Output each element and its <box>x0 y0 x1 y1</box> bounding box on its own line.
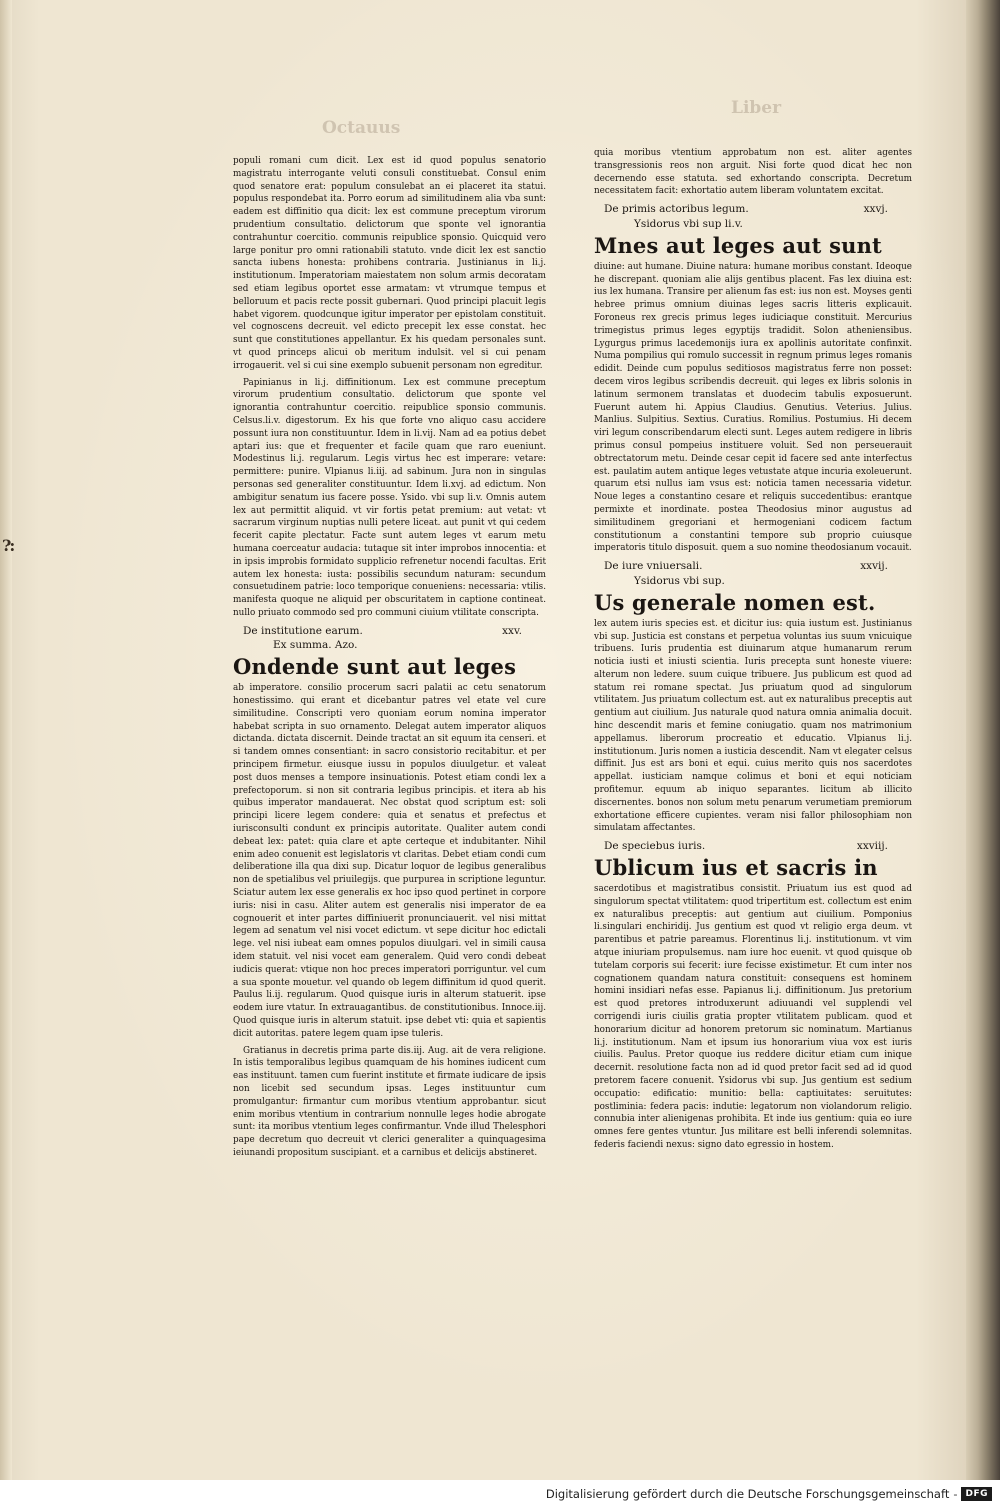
left-source-1: Ex summa. Azo. <box>273 639 358 652</box>
left-rubric-1-title: De institutione earum. <box>243 624 363 637</box>
left-paragraph-2: Papinianus in li.j. diffinitionum. Lex est commune preceptum virorum prudentium consultatio. delictorum que sponte vel ignorantia contrahuntur coercitio. reipublice sponsio communis. Celsus.li.v. digestorum. Ex his que forte vno aliquo casu accidere possunt iura non constituuntur. Idem in li.vij. Nam ad ea potius debet aptari ius: que et frequenter et facile quam que raro eueniunt. Modestinus li.j. regularum. Legis virtus hec est imperare: vetare: permittere: punire. Vlpianus li.iij. ad sabinum. Jura non in singulas personas sed generaliter constituuntur. Idem li.xvj. ad edictum. Non ambigitur senatum ius facere posse. Ysido. vbi sup li.v. Omnis autem lex aut permittit aliquid. vt vir fortis petat premium: aut vetat: vt sacrarum virginum nuptias nulli petere liceat. aut punit vt qui cedem fecerit capite plectatur. Facte sunt autem leges vt earum metu humana coerceatur audacia: tutaque sit inter improbos innocentia: et in ipsis improbis formidato supplicio refrenetur nocendi facultas. Erit autem lex honesta: iusta: possibilis secundum naturam: secundum consuetudinem patrie: loco temporique conueniens: necessaria: vtilis. manifesta quoque ne aliquid per obscuritatem in captione contineat. nullo priuato commodo sed pro communi ciuium vtilitate conscripta. <box>233 377 546 618</box>
left-rubric-1 <box>243 625 546 638</box>
footer-text: Digitalisierung gefördert durch die Deutsche Forschungsgemeinschaft <box>545 1486 950 1501</box>
footer-separator: - <box>953 1486 958 1501</box>
left-section-heading-1: Ondende sunt aut leges <box>233 654 517 680</box>
gutter-mark: ?: <box>2 536 14 555</box>
right-source-2: Ysidorus vbi sup. <box>634 574 725 587</box>
right-rubric-2-title: De iure vniuersali. <box>604 560 703 573</box>
right-paragraph-4: sacerdotibus et magistratibus consistit. Priuatum ius est quod ad singulorum spectat vtilitatem: quod tripertitum est. collectum est enim ex naturalibus preceptis: aut gentium aut ciuilium. Pomponius li.singulari enchiridij. Jus gentium est quod vt religio erga deum. vt parentibus et patrie pareamus. Florentinus li.j. institutionum. vt vim atque iniuriam propulsemus. nam iure hoc euenit. vt quod quisque ob tutelam corporis sui fecerit: iure fecisse existimetur. Et cum inter nos cognationem quandam natura constituit: consequens est hominem homini insidiari nefas esse. Papianus li.j. diffinitionum. Jus pretorium est quod pretores introduxerunt adiuuandi vel supplendi vel corrigendi iuris ciuilis gratia propter vtilitatem publicam. quod et honorarium dicitur ad honorem pretorum sic nominatum. Martianus li.j. institutionum. Nam et ipsum ius honorarium viua vox est iuris ciuilis. Paulus. Pretor quoque ius reddere dicitur etiam cum inique decernit. resolutione facta non ad id quod pretor facit sed ad id quod pretorem facere conuenit. Ysidorus vbi sup. Jus gentium est sedium occupatio: edificatio: munitio: bella: captiuitates: seruitutes: postliminia: federa pacis: indutie: legatorum non violandorum religio. connubia inter alienigenas prohibita. Et inde ius gentium: quia eo iure omnes fere gentes vtuntur. Jus militare est belli inferendi solemnitas. federis faciendi nexus: signo dato egressio in hostem. <box>594 884 912 1150</box>
right-rubric-3-title: De speciebus iuris. <box>604 840 706 853</box>
bleed-through-left-head: Octauus <box>322 118 401 138</box>
left-paragraph-3: ab imperatore. consilio procerum sacri palatii ac cetu senatorum honestissimo. qui erant et dicebantur patres vel etate vel cure similitudine. Conscripti vero quoniam eorum nomina imperator habebat scripta in suo ornamento. Delegat autem imperator aliquos dictanda. dictata discernit. Deinde tractat an sit equum ita censeri. et si tandem omnes consentiant: in sacro consistorio recitabitur. et per principem firmetur. eiusque iussu in populos diuulgetur. et valeat post duos menses a tempore insinuationis. Potest etiam condi lex a prefectoporum. si non sit contraria legibus principis. et itera ab his quibus imperator mandauerat. Nec obstat quod scriptum est: soli principi licere legem condere: quia et senatus et prefectus et iurisconsulti condunt ex principis autoritate. Qualiter autem condi debeat lex: patet: quia clare et apte certeque et indubitanter. Nihil enim adeo conuenit est legislatoris vt claritas. Debet etiam condi cum deliberatione illa qua dixi sup. Dicatur loquor de legibus generalibus non de spetialibus vel priuilegijs. que purpurea in scriptione leguntur. Sciatur autem lex esse generalis ex hoc ipso quod pertinet in corpore iuris: nisi in casu. Aliter autem est generalis nisi imperator de ea cognouerit et inter partes diffiniuerit pronunciauerit. vel nisi mittat legem ad senatum vel nisi vocet edictum. vt sepe dicitur hoc edictali lege. vel nisi iubeat eam omnes populos diuulgari. vel in simili causa idem statuit. vel nisi vocet eam generalem. Quid vero condi debeat iudicis querat: vtique non hoc preces imperatori porriguntur. vel cum a sua sponte mouetur. vel quando ob legem diffinitum id quod querit. Paulus li.ij. regularum. Quod quisque iuris in alterum statuerit. ipse eodem iure vtatur. In extrauagantibus. de constitutionibus. Innoce.iij. Quod quisque iuris in alterum statuit. ipse debet vti: quia et sapientis dicit autoritas. patere legem quam ipse tuleris. <box>233 683 546 1039</box>
right-section-heading-1: Mnes aut leges aut sunt <box>594 232 882 258</box>
bleed-through-right-head: Liber <box>731 98 782 118</box>
right-rubric-1-number: xxvj. <box>863 203 888 216</box>
right-section-heading-2: Us generale nomen est. <box>594 589 876 615</box>
right-paragraph-3: lex autem iuris species est. et dicitur ius: quia iustum est. Justinianus vbi sup. Justicia est constans et perpetua voluntas ius suum vnicuique tribuens. Iuris prudentia est diuinarum atque humanarum rerum noticia iusti et iniusti scientia. Iuris precepta sunt honeste viuere: alterum non ledere. suum cuique tribuere. Jus publicum est quod ad statum rei romane spectat. Jus priuatum quod ad singulorum vtilitatem. Jus priuatum collectum est. aut ex naturalibus preceptis aut gentium aut ciuilium. Jus naturale quod natura omnia animalia docuit. hinc descendit maris et femine coniugatio. quam nos matrimonium appellamus. liberorum procreatio et educatio. Vlpianus li.j. institutionum. Juris nomen a iusticia descendit. Nam vt elegater celsus diffinit. Jus est ars boni et equi. cuius merito quis nos sacerdotes appellat. iusticiam namque colimus et boni et equi noticiam profitemur. equum ab iniquo separantes. licitum ab illicito discernentes. bonos non solum metu penarum verumetiam premiorum exhortatione efficere cupientes. veram nisi fallor philosophiam non simulatam affectantes. <box>594 618 912 834</box>
right-rubric-2 <box>604 560 912 573</box>
right-paragraph-1: quia moribus vtentium approbatum non est. aliter agentes transgressionis reos non arguit. Nisi forte quod dicat hec non decernendo esse statuta. sed exhortando conscripta. Decretum necessitatem facit: exhortatio autem liberam voluntatem excitat. <box>594 148 912 197</box>
right-paragraph-2: diuine: aut humane. Diuine natura: humane moribus constant. Ideoque he discrepant. quoniam alie alijs gentibus placent. Fas lex diuina est: ius lex humana. Transire per alienum fas est: ius non est. Moyses genti hebree primus omnium diuinas leges sacris litteris explicauit. Foroneus rex grecis primus leges iudiciaque constituit. Mercurius trimegistus primus leges egyptijs tradidit. Solon atheniensibus. Lygurgus primus lacedemonijs iura ex apollinis autoritate confinxit. Numa pompilius qui romulo successit in regnum primus leges romanis edidit. Deinde cum populus seditiosos magistratus ferre non posset: decem viros legibus scribendis decreuit. qui leges ex libris solonis in latinum sermonem translatas et duodecim tabulis exposuerunt. Fuerunt autem hi. Appius Claudius. Genutius. Veterius. Julius. Manlius. Sulpitius. Sextius. Curatius. Romilius. Postumius. Hi decem viri legum conscribendarum electi sunt. Leges autem redigere in libris primus consul pompeius instituere voluit. Sed non perseuerauit obtrectatorum metu. Deinde cesar cepit id facere sed ante interfectus est. paulatim autem antique leges vetustate atque incuria exoleuerunt. quarum etsi nullus iam vsus est: noticia tamen necessaria videtur. Noue leges a constantino cesare et reliquis succedentibus: erantque permixte et inordinate. postea Theodosius minor augustus ad similitudinem gregoriani et hermogeniani codicem factum constitutionum a constantini tempore sub proprio cuiusque imperatoris titulo disposuit. quem a suo nomine theodosianum vocauit. <box>594 261 912 554</box>
right-rubric-3 <box>604 840 912 853</box>
right-rubric-2-number: xxvij. <box>860 560 888 573</box>
right-rubric-3-number: xxviij. <box>856 840 888 853</box>
right-rubric-1 <box>604 203 912 216</box>
left-rubric-1-number: xxv. <box>502 624 522 637</box>
page-edge-stack <box>966 0 1000 1480</box>
binding-shadow <box>0 0 12 1480</box>
right-rubric-1-title: De primis actoribus legum. <box>604 203 749 216</box>
funding-footer <box>0 1480 1000 1507</box>
right-source-1: Ysidorus vbi sup li.v. <box>634 217 743 230</box>
left-paragraph-4: Gratianus in decretis prima parte dis.iij. Aug. ait de vera religione. In istis temporalibus legibus quamquam de his homines iudicent cum eas instituunt. tamen cum fuerint institute et firmate iudicare de ipsis non licebit sed secundum ipsas. Leges instituuntur cum promulgantur: firmantur cum moribus vtentium approbantur. sicut enim moribus vtentium in contrarium nonnulle leges hodie abrogate sunt: ita moribus vtentium leges confirmantur. Vnde illud Thelesphori pape decretum quo decreuit vt clerici generaliter a quinquagesima ieiunandi propositum suscipiant. et a carnibus et delicijs abstineret. <box>233 1045 546 1158</box>
right-text-column <box>594 147 912 1197</box>
left-text-column <box>233 155 546 1195</box>
dfg-logo: DFG <box>961 1487 992 1501</box>
left-paragraph-1: populi romani cum dicit. Lex est id quod populus senatorio magistratu interrogante veluti consuli constituebat. Consul enim quod senatore erat: populum consulebat an ei placeret ita statui. populus respondebat ita. Porro eorum ad similitudinem alia vba sunt: eadem est diffinitio qua dicit: lex est commune preceptum virorum prudentium consultatio. delictorum que sponte vel ignorantia contrahuntur coercitio. communis reipublice sponsio. Quicquid vero large ponitur pro omni rationabili statuto. vnde dicit lex est sanctio sancta iubens honesta: prohibens contraria. Justinianus in li.j. institutionum. Imperatoriam maiestatem non solum armis decoratam sed etiam legibus oportet esse armatam: vt vtrumque tempus et belloruum et pacis recte possit gubernari. Quod principi placuit legis habet vigorem. quodcunque igitur imperator per epistolam constituit. vel cognoscens decreuit. vel edicto precepit lex esse constat. hec sunt que constitutiones appellantur. Ex his quedam personales sunt. vt quod princeps alicui ob meritum indulsit. vel si cui penam irrogauerit. vel si cui sine exemplo subuenit personam non egreditur. <box>233 156 546 371</box>
right-section-heading-3: Ublicum ius et sacris in <box>594 855 878 881</box>
